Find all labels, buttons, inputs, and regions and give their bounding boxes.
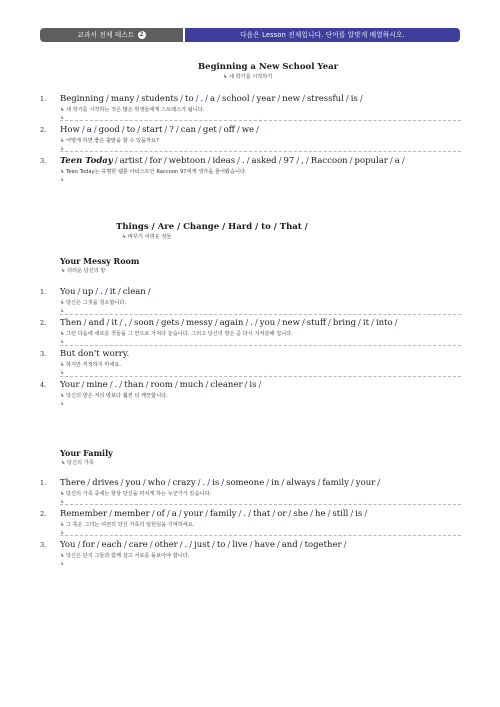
word-chip: . (243, 509, 247, 519)
word-separator: / (217, 94, 220, 104)
word-separator: / (205, 380, 209, 390)
word-separator: / (179, 540, 183, 550)
word-separator: / (114, 156, 118, 166)
word-chip: still (332, 509, 349, 519)
word-chip: mine (86, 380, 108, 390)
word-chip: is (249, 380, 257, 390)
word-chip: soon (133, 318, 155, 328)
word-chip: always (286, 478, 316, 488)
word-chip: , (301, 156, 304, 166)
word-chip: live (232, 540, 248, 550)
word-separator: / (129, 318, 132, 328)
word-separator: / (251, 94, 255, 104)
word-separator: / (156, 318, 159, 328)
word-separator: / (244, 380, 248, 390)
word-chip: ideas (212, 156, 236, 166)
word-separator: / (276, 540, 280, 550)
word-separator: / (317, 478, 321, 488)
arrow-icon: ↳ (61, 460, 66, 466)
word-chip: year (256, 94, 276, 104)
word-chip: new (282, 94, 301, 104)
word-separator: / (281, 478, 285, 488)
word-chip: Raccoon (310, 156, 348, 166)
word-separator: / (121, 125, 125, 135)
word-chip: bring (332, 318, 357, 328)
word-separator: / (109, 509, 112, 519)
word-chip: your (355, 478, 376, 488)
word-chip: he (315, 509, 326, 519)
word-separator: / (205, 94, 209, 104)
answer-arrow-icon: ↳ (60, 115, 65, 121)
subsection-title: Your Messy Room (60, 256, 140, 266)
answer-arrow-icon: ↳ (60, 308, 65, 314)
answer-arrow-icon: ↳ (60, 339, 65, 345)
korean-translation: ↳ 그 혹은 그녀는 여전히 당신 가족의 일원임을 기억하세요. (60, 522, 195, 528)
word-chip: popular (354, 156, 388, 166)
korean-translation: ↳ Teen Today는 유명한 웹툰 아티스트인 Raccoon 97에게 생각을 물어봤습니다. (60, 169, 247, 175)
word-separator: / (119, 318, 123, 328)
answer-arrow-icon: ↳ (60, 370, 65, 376)
word-separator: / (249, 540, 253, 550)
instruction-banner (185, 28, 460, 42)
word-separator: / (109, 380, 113, 390)
word-separator: / (327, 509, 331, 519)
word-separator: / (266, 478, 270, 488)
scrambled-sentence (60, 380, 263, 390)
word-separator: / (166, 509, 170, 519)
word-separator: / (198, 125, 201, 135)
word-chip: room (150, 380, 173, 390)
word-chip: How (60, 125, 80, 135)
word-chip: new (282, 318, 300, 328)
word-separator: / (149, 540, 153, 550)
word-separator: / (104, 287, 108, 297)
word-separator: / (164, 125, 168, 135)
word-chip: to (185, 94, 194, 104)
word-chip: have (254, 540, 275, 550)
question-number: 1. (40, 288, 47, 296)
word-chip: get (202, 125, 217, 135)
korean-translation: ↳ 새 학기를 시작하는 것은 많은 학생들에게 스트레스가 됩니다. (60, 107, 205, 113)
korean-translation: ↳ 그런 다음에 새로운 것들을 그 안으로 가져다 놓습니다. 그리고 당신의 방은 곧 다시 지저분해 집니다. (60, 331, 293, 337)
word-chip: in (271, 478, 280, 488)
word-chip: your (183, 509, 204, 519)
word-chip: up (82, 287, 94, 297)
word-chip: . (100, 287, 103, 297)
word-chip: is (350, 94, 358, 104)
word-separator: / (181, 318, 185, 328)
subsection-title-kr: ↳ 더러운 당신의 방 (61, 268, 106, 274)
word-chip: 97 (283, 156, 295, 166)
word-chip: and (281, 540, 298, 550)
word-separator: / (212, 540, 215, 550)
word-separator: / (178, 509, 182, 519)
word-chip: is (212, 478, 220, 488)
scrambled-sentence (60, 125, 261, 135)
answer-arrow-icon: ↳ (60, 146, 65, 152)
word-chip: , (124, 318, 128, 328)
word-separator: / (117, 287, 121, 297)
instruction-label: 다음은 Lesson 전체입니다. 단어를 알맞게 배열하시오. (240, 31, 405, 39)
word-separator: / (301, 318, 305, 328)
question-number: 1. (40, 479, 47, 487)
word-chip: Your (60, 380, 80, 390)
word-chip: ? (169, 125, 174, 135)
word-separator: / (245, 318, 249, 328)
word-separator: / (81, 125, 85, 135)
word-separator: / (237, 156, 240, 166)
subsection-heading (60, 448, 113, 466)
word-chip: again (219, 318, 244, 328)
scrambled-sentence (60, 509, 369, 519)
word-chip: a (210, 94, 216, 104)
question-number: 2. (40, 126, 47, 134)
arrow-icon: ↳ (223, 74, 228, 80)
dashed-divider (60, 314, 461, 315)
word-separator: / (288, 509, 292, 519)
arrow-icon: ↳ (122, 234, 127, 240)
word-chip: member (114, 509, 150, 519)
answer-arrow-icon: ↳ (60, 401, 65, 407)
word-separator: / (256, 125, 259, 135)
word-chip: other (154, 540, 178, 550)
word-chip: stressful (306, 94, 344, 104)
word-separator: / (358, 318, 361, 328)
word-chip: a (394, 156, 400, 166)
word-chip: off (223, 125, 235, 135)
word-separator: / (81, 380, 85, 390)
word-chip: of (156, 509, 165, 519)
word-chip: . (250, 318, 253, 328)
word-separator: / (246, 156, 250, 166)
word-separator: / (95, 287, 99, 297)
answer-arrow-icon: ↳ (60, 177, 65, 183)
word-chip: . (202, 478, 206, 488)
test-title-tab (40, 28, 183, 42)
word-chip: just (194, 540, 211, 550)
word-chip: Remember (60, 509, 108, 519)
section-title-kr: ↳ 새 학기를 시작하기 (223, 74, 273, 80)
word-separator: / (83, 318, 87, 328)
word-chip: Then (60, 318, 82, 328)
word-chip: . (184, 540, 188, 550)
test-number-badge: 2 (139, 31, 144, 38)
word-chip: it (362, 318, 370, 328)
word-separator: / (272, 509, 276, 519)
dashed-divider (60, 120, 461, 121)
word-separator: / (123, 540, 127, 550)
word-chip: There (60, 478, 86, 488)
word-separator: / (227, 540, 231, 550)
word-chip: than (124, 380, 144, 390)
word-separator: / (174, 380, 178, 390)
word-separator: / (238, 509, 242, 519)
section-title: Things / Are / Change / Hard / to / That / (116, 222, 308, 232)
word-separator: / (137, 125, 141, 135)
word-chip: crazy (172, 478, 196, 488)
word-chip: it (109, 287, 116, 297)
word-chip: Teen Today (60, 156, 113, 166)
word-chip: messy (186, 318, 213, 328)
word-chip: together (304, 540, 342, 550)
scrambled-sentence (60, 156, 407, 166)
arrow-icon: ↳ (61, 268, 66, 274)
word-separator: / (106, 94, 109, 104)
word-separator: / (299, 540, 303, 550)
section-title-kr: ↳ 바꾸기 어려운 것들 (122, 234, 172, 240)
scrambled-sentence (60, 318, 400, 328)
word-separator: / (371, 318, 374, 328)
word-chip: for (82, 540, 95, 550)
question-number: 3. (40, 350, 47, 358)
word-separator: / (180, 94, 184, 104)
dashed-divider (60, 345, 461, 346)
section-title: Beginning a New School Year (198, 62, 339, 72)
word-separator: / (254, 318, 258, 328)
word-separator: / (197, 478, 201, 488)
word-separator: / (359, 94, 363, 104)
question-number: 4. (40, 381, 47, 389)
korean-translation: ↳ 당신의 방은 저의 방보다 훨씬 더 깨끗합니다. (60, 393, 168, 399)
word-chip: good (98, 125, 120, 135)
subsection-title: Your Family (60, 448, 113, 458)
answer-arrow-icon: ↳ (60, 499, 65, 505)
header-bar (40, 28, 460, 42)
word-chip: gets (160, 318, 180, 328)
word-chip: You (60, 287, 76, 297)
word-separator: / (377, 478, 381, 488)
word-separator: / (296, 156, 300, 166)
dashed-divider (60, 535, 461, 536)
word-separator: / (350, 509, 354, 519)
word-separator: / (145, 380, 149, 390)
word-separator: / (350, 478, 354, 488)
word-separator: / (189, 540, 193, 550)
question-number: 3. (40, 541, 47, 549)
word-separator: / (277, 318, 281, 328)
word-separator: / (218, 125, 222, 135)
word-chip: Beginning (60, 94, 105, 104)
word-chip: she (293, 509, 309, 519)
word-separator: / (195, 94, 199, 104)
dashed-divider (60, 504, 461, 505)
dashed-divider (60, 376, 461, 377)
word-chip: someone (226, 478, 265, 488)
scrambled-sentence (60, 94, 365, 104)
answer-arrow-icon: ↳ (60, 530, 65, 536)
korean-translation: ↳ 당신의 가족 중에는 항상 당신을 미치게 하는 누군가가 있습니다. (60, 491, 212, 497)
word-separator: / (401, 156, 405, 166)
word-chip: school (222, 94, 250, 104)
word-chip: . (114, 380, 118, 390)
word-separator: / (248, 509, 251, 519)
section-title-block (116, 222, 308, 240)
word-separator: / (151, 509, 155, 519)
word-separator: / (119, 380, 123, 390)
word-chip: . (200, 94, 204, 104)
word-chip: . (241, 156, 245, 166)
word-chip: a (86, 125, 92, 135)
word-separator: / (236, 125, 240, 135)
test-title-label: 교과서 전체 테스트 (77, 31, 135, 39)
question-number: 2. (40, 319, 47, 327)
word-chip: cleaner (210, 380, 243, 390)
word-separator: / (142, 478, 146, 488)
word-separator: / (77, 287, 81, 297)
word-separator: / (277, 94, 281, 104)
word-chip: a (171, 509, 177, 519)
korean-translation: ↳ 당신은 단지 그들과 함께 살고 서로를 돌보아야 합니다. (60, 553, 190, 559)
scrambled-sentence (60, 478, 382, 488)
word-chip: asked (251, 156, 277, 166)
word-separator: / (77, 540, 81, 550)
word-chip: family (210, 509, 237, 519)
word-chip: much (179, 380, 204, 390)
word-separator: / (147, 287, 151, 297)
word-chip: stuff (306, 318, 327, 328)
word-separator: / (163, 156, 167, 166)
question-number: 1. (40, 95, 47, 103)
question-number: 3. (40, 157, 47, 165)
subsection-heading (60, 256, 139, 274)
dashed-divider (60, 151, 461, 152)
word-chip: you (125, 478, 141, 488)
word-separator: / (96, 540, 100, 550)
subsection-title-kr: ↳ 당신의 가족 (61, 460, 94, 466)
word-chip: it (111, 318, 118, 328)
scrambled-sentence (60, 287, 153, 297)
word-chip: to (216, 540, 226, 550)
korean-translation: ↳ 하지만 걱정하지 마세요. (60, 362, 122, 368)
word-separator: / (305, 156, 309, 166)
word-separator: / (310, 509, 314, 519)
word-chip: many (110, 94, 135, 104)
word-chip: into (375, 318, 393, 328)
word-chip: family (322, 478, 349, 488)
word-separator: / (106, 318, 110, 328)
word-chip: students (141, 94, 179, 104)
word-separator: / (364, 509, 368, 519)
word-chip: that (252, 509, 271, 519)
word-chip: for (149, 156, 162, 166)
word-chip: each (101, 540, 122, 550)
word-separator: / (221, 478, 225, 488)
word-separator: / (349, 156, 353, 166)
word-separator: / (207, 478, 211, 488)
word-separator: / (345, 94, 349, 104)
word-separator: / (120, 478, 124, 488)
word-chip: You (60, 540, 76, 550)
word-separator: / (328, 318, 331, 328)
word-separator: / (167, 478, 171, 488)
word-chip: is (355, 509, 363, 519)
word-chip: who (147, 478, 166, 488)
korean-translation: ↳ 당신은 그것을 청소합니다. (60, 300, 127, 306)
word-chip: care (128, 540, 148, 550)
word-separator: / (394, 318, 398, 328)
answer-arrow-icon: ↳ (60, 561, 65, 567)
word-separator: / (207, 156, 211, 166)
word-chip: and (88, 318, 105, 328)
word-chip: drives (92, 478, 119, 488)
word-separator: / (302, 94, 305, 104)
word-separator: / (258, 380, 262, 390)
word-separator: / (136, 94, 140, 104)
section-title-block (198, 62, 338, 80)
word-separator: / (93, 125, 97, 135)
word-chip: artist (119, 156, 143, 166)
word-chip: clean (122, 287, 146, 297)
korean-translation: ↳ 어떻게 하면 좋은 출발을 할 수 있을까요? (60, 138, 159, 144)
word-separator: / (144, 156, 148, 166)
word-separator: / (214, 318, 218, 328)
question-number: 2. (40, 510, 47, 518)
word-chip: you (259, 318, 276, 328)
word-chip: we (241, 125, 254, 135)
scrambled-sentence: But don't worry. (60, 349, 130, 359)
word-separator: / (205, 509, 208, 519)
word-chip: start (142, 125, 163, 135)
word-separator: / (343, 540, 347, 550)
word-separator: / (278, 156, 282, 166)
word-separator: / (389, 156, 393, 166)
word-chip: or (277, 509, 287, 519)
word-chip: webtoon (168, 156, 206, 166)
word-separator: / (175, 125, 179, 135)
scrambled-sentence (60, 540, 348, 550)
word-separator: / (87, 478, 91, 488)
word-chip: to (126, 125, 136, 135)
word-chip: can (180, 125, 197, 135)
